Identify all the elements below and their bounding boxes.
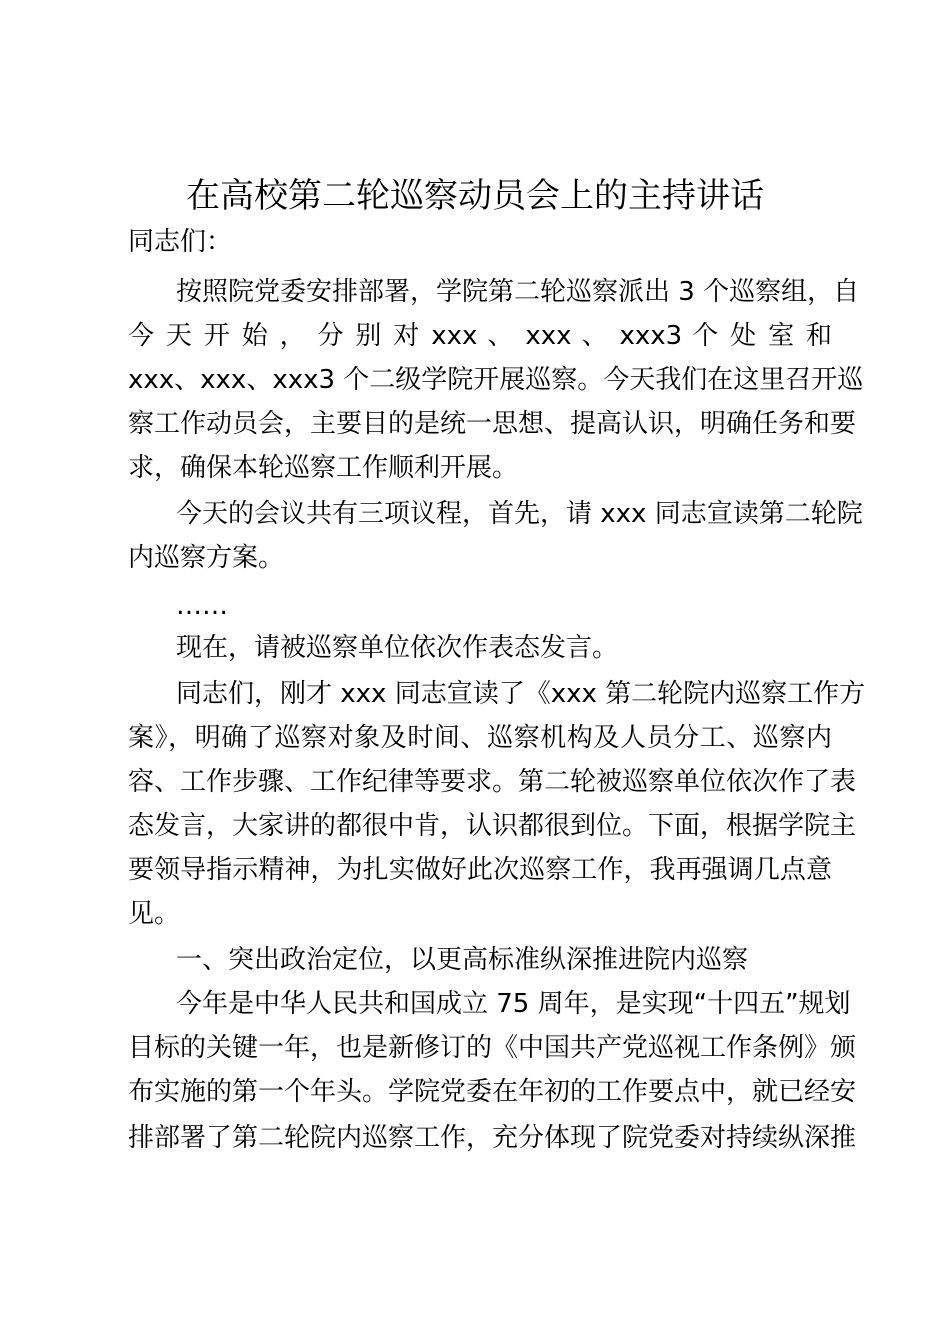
paragraph-line: 察工作动员会，主要目的是统一思想、提高认识，明确任务和要 [128,409,857,439]
paragraph-line: xxx、xxx、xxx3 个二级学院开展巡察。今天我们在这里召开巡 [128,365,864,395]
paragraph-line: 目标的关键一年，也是新修订的《中国共产党巡视工作条例》颁 [128,1033,857,1063]
paragraph-line: 求，确保本轮巡察工作顺利开展。 [128,453,519,483]
paragraph-line: 今天的会议共有三项议程，首先，请 xxx 同志宣读第二轮院 [176,499,863,529]
paragraph-line: 按照院党委安排部署，学院第二轮巡察派出 3 个巡察组，自 [176,277,860,307]
paragraph-line: 现在，请被巡察单位依次作表态发言。 [176,633,619,663]
section-heading: 一、突出政治定位，以更高标准纵深推进院内巡察 [176,945,749,975]
document-title: 在高校第二轮巡察动员会上的主持讲话 [186,176,764,216]
paragraph-line: 排部署了第二轮院内巡察工作，充分体现了院党委对持续纵深推 [128,1123,857,1153]
paragraph-line: 内巡察方案。 [128,543,285,573]
paragraph-line: 态发言，大家讲的都很中肯，认识都很到位。下面，根据学院主 [128,811,857,841]
salutation: 同志们： [128,227,233,257]
paragraph-line: 见。 [128,899,181,929]
ellipsis-line: …… [176,591,228,621]
paragraph-line: 容、工作步骤、工作纪律等要求。第二轮被巡察单位依次作了表 [128,767,857,797]
paragraph-line: 要领导指示精神，为扎实做好此次巡察工作，我再强调几点意 [128,855,832,885]
paragraph-line: 今 天 开 始 ， 分 别 对 xxx 、 xxx 、 xxx3 个 处 室 和 [128,321,832,351]
paragraph-line: 今年是中华人民共和国成立 75 周年，是实现“十四五”规划 [176,989,851,1019]
paragraph-line: 案》，明确了巡察对象及时间、巡察机构及人员分工、巡察内 [128,723,832,753]
paragraph-line: 同志们，刚才 xxx 同志宣读了《xxx 第二轮院内巡察工作方 [176,679,866,709]
paragraph-line: 布实施的第一个年头。学院党委在年初的工作要点中，就已经安 [128,1077,857,1107]
